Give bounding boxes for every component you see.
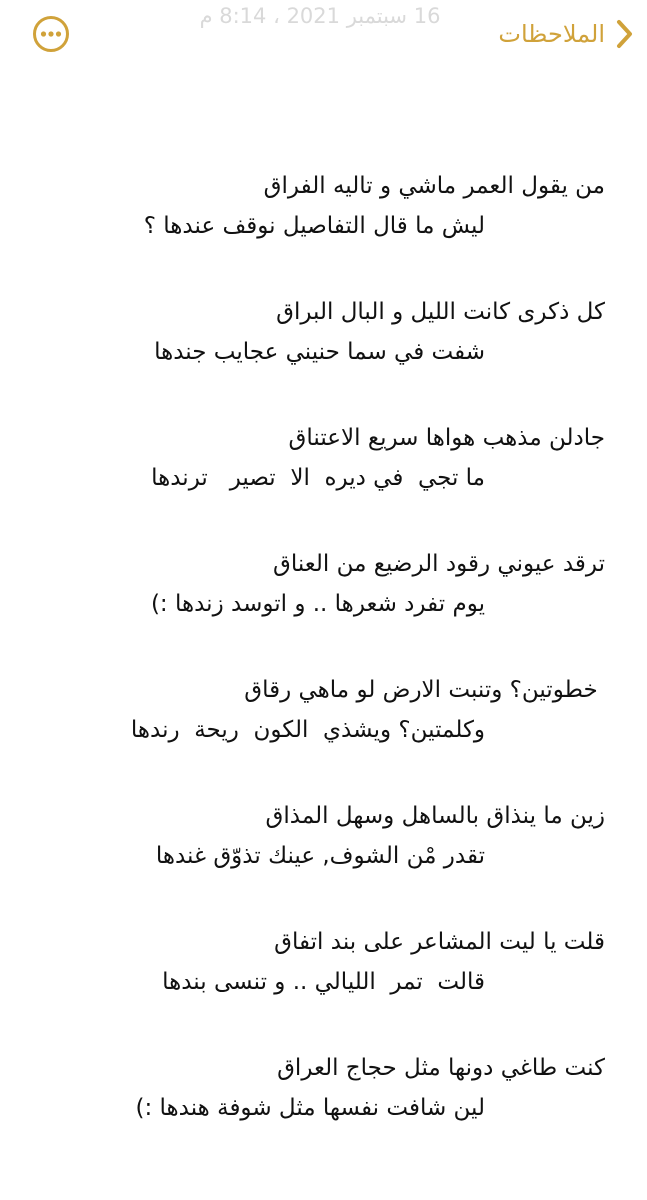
verse-line: ترقد عيوني رقود الرضيع من العناق <box>273 551 605 577</box>
stanza <box>40 166 605 292</box>
verse-line: جادلن مذهب هواها سريع الاعتناق <box>288 425 605 451</box>
navigation-bar <box>0 0 647 70</box>
verse-line: كل ذكرى كانت الليل و البال البراق <box>276 299 605 325</box>
stanza <box>40 292 605 418</box>
back-label: الملاحظات <box>498 20 605 48</box>
verse-line: تقدر مْن الشوف, عينك تذوّق غندها <box>155 843 485 869</box>
verse-line: وكلمتين؟ ويشذي الكون ريحة رندها <box>130 717 485 743</box>
verse-line: خطوتين؟ وتنبت الارض لو ماهي رقاق <box>244 677 605 703</box>
chevron-left-icon <box>615 19 633 49</box>
verse-line: كنت طاغي دونها مثل حجاج العراق <box>277 1055 605 1081</box>
note-body[interactable] <box>40 166 605 1174</box>
note-date: 16 سبتمبر 2021 ، 8:14 م <box>199 4 441 28</box>
stanza <box>40 670 605 796</box>
stanza <box>40 796 605 922</box>
verse-line: قالت تمر الليالي .. و تنسى بندها <box>162 969 485 995</box>
verse-line: ليش ما قال التفاصيل نوقف عندها ؟ <box>143 213 485 239</box>
more-options-button[interactable] <box>32 15 70 53</box>
verse-line: قلت يا ليت المشاعر على بند اتفاق <box>274 929 605 955</box>
verse-line: شفت في سما حنيني عجايب جندها <box>154 339 485 365</box>
stanza <box>40 922 605 1048</box>
stanza <box>40 544 605 670</box>
ellipsis-circle-icon <box>32 15 70 53</box>
verse-line: من يقول العمر ماشي و تاليه الفراق <box>263 173 605 199</box>
verse-line: ما تجي في ديره الا تصير ترندها <box>151 465 485 491</box>
back-button[interactable] <box>498 14 633 54</box>
verse-line: زين ما ينذاق بالساهل وسهل المذاق <box>265 803 605 829</box>
stanza <box>40 418 605 544</box>
verse-line: لين شافت نفسها مثل شوفة هندها :) <box>135 1095 485 1121</box>
verse-line: يوم تفرد شعرها .. و اتوسد زندها :) <box>150 591 485 617</box>
stanza <box>40 1048 605 1174</box>
